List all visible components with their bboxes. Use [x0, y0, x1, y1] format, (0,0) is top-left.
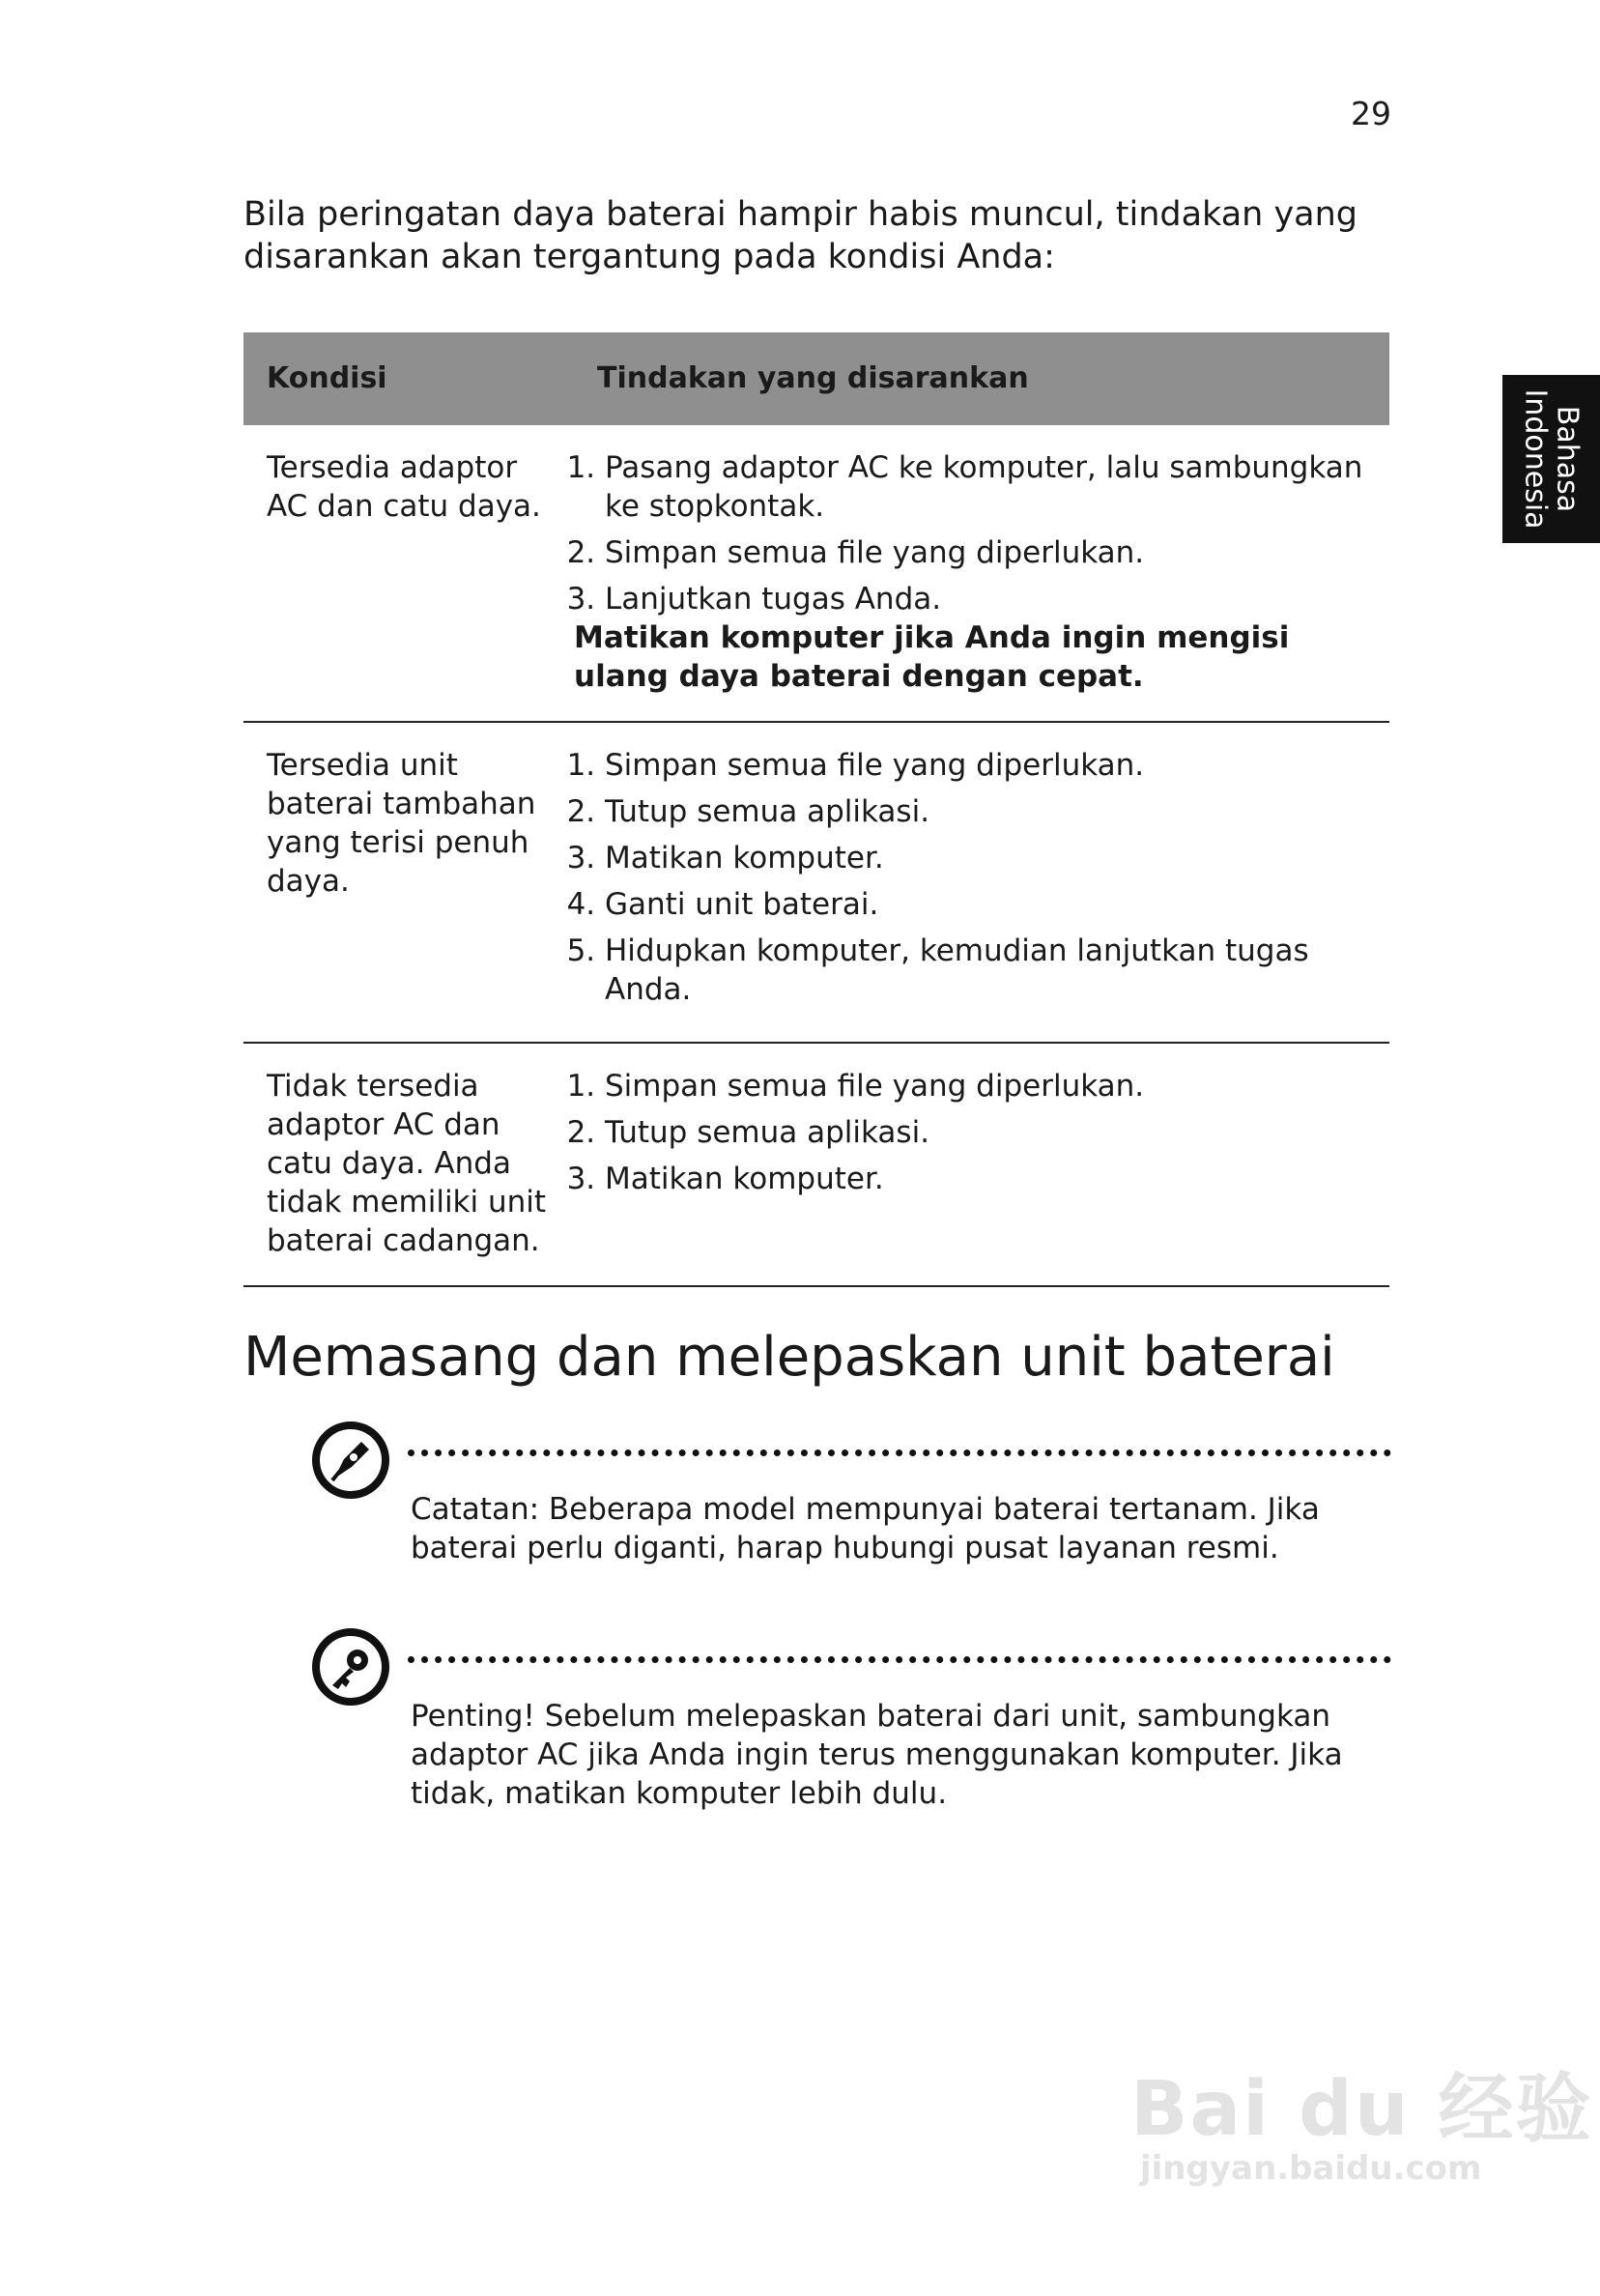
important-text [411, 1697, 1386, 1813]
section-title: Memasang dan melepaskan unit baterai [243, 1326, 1335, 1389]
header-tindakan: Tindakan yang disarankan [574, 332, 1389, 425]
step-list [574, 746, 1370, 1009]
language-tab-line2: Indonesia [1518, 388, 1553, 530]
step-item: 3. Matikan komputer. [605, 839, 1370, 877]
table-row [243, 1043, 1389, 1286]
step-list [574, 1067, 1370, 1198]
pen-nib-icon [311, 1421, 390, 1500]
watermark-url: jingyan.baidu.com [1140, 2149, 1482, 2188]
action-cell [574, 722, 1389, 1043]
step-item: 3. Matikan komputer. [605, 1160, 1370, 1198]
condition-cell: Tersedia unit baterai tambahan yang terisi penuh daya. [243, 722, 574, 1043]
step-item: 2. Simpan semua file yang diperlukan. [605, 533, 1370, 572]
step-item: 1. Simpan semua file yang diperlukan. [605, 1067, 1370, 1105]
note-text [411, 1490, 1386, 1567]
baidu-watermark [1130, 2049, 1593, 2188]
header-kondisi: Kondisi [243, 332, 574, 425]
key-icon [311, 1627, 390, 1707]
dotted-divider [408, 1449, 1391, 1456]
step-item: 2. Tutup semua aplikasi. [605, 792, 1370, 831]
intro-paragraph: Bila peringatan daya baterai hampir habis muncul, tindakan yang disarankan akan tergantung pada kondisi Anda: [243, 195, 1358, 276]
table-row [243, 425, 1389, 722]
table-row [243, 722, 1389, 1043]
step-item: 4. Ganti unit baterai. [605, 885, 1370, 924]
note-body: : Beberapa model mempunyai baterai tertanam. Jika baterai perlu diganti, harap hubungi pusat layanan resmi. [411, 1492, 1320, 1565]
step-item: 3. Lanjutkan tugas Anda. [605, 580, 1370, 618]
language-tab [1502, 375, 1600, 543]
watermark-main: Bai du 经验 [1130, 2066, 1593, 2153]
important-label: Penting! [411, 1699, 535, 1734]
step-item: 2. Tutup semua aplikasi. [605, 1113, 1370, 1152]
page-number: 29 [1351, 95, 1391, 132]
table-header-row [243, 332, 1389, 425]
condition-cell: Tidak tersedia adaptor AC dan catu daya. Anda tidak memiliki unit baterai cadangan. [243, 1043, 574, 1286]
condition-cell: Tersedia adaptor AC dan catu daya. [243, 425, 574, 722]
condition-table [243, 332, 1389, 1287]
step-item: 1. Pasang adaptor AC ke komputer, lalu sambungkan ke stopkontak. [605, 448, 1370, 526]
step-item: 5. Hidupkan komputer, kemudian lanjutkan tugas Anda. [605, 932, 1370, 1009]
step-list [574, 448, 1370, 618]
action-cell [574, 1043, 1389, 1286]
bold-tip: Matikan komputer jika Anda ingin mengisi ulang daya baterai dengan cepat. [574, 620, 1290, 694]
action-cell [574, 425, 1389, 722]
note-label: Catatan [411, 1492, 529, 1527]
step-item: 1. Simpan semua file yang diperlukan. [605, 746, 1370, 785]
dotted-divider [408, 1656, 1391, 1663]
language-tab-line1: Bahasa [1550, 405, 1585, 513]
important-body: Sebelum melepaskan baterai dari unit, sambungkan adaptor AC jika Anda ingin terus menggunakan komputer. Jika tidak, matikan komputer lebih dulu. [411, 1699, 1343, 1811]
